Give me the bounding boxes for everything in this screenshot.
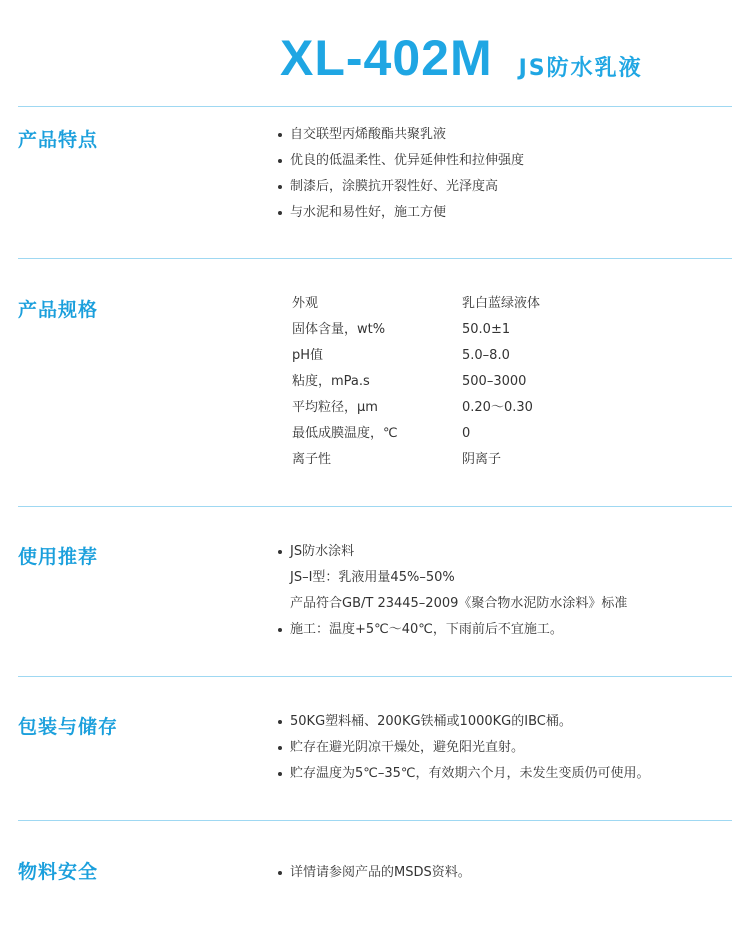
product-name: JS防水乳液 — [518, 56, 643, 81]
storage-list — [278, 709, 650, 787]
title-row — [280, 30, 643, 90]
spec-value: 500–3000 — [462, 374, 527, 389]
spec-value: 5.0–8.0 — [462, 348, 510, 363]
list-item: 详情请参阅产品的MSDS资料。 — [278, 860, 471, 886]
divider-usage — [18, 676, 732, 677]
list-item: 贮存温度为5℃–35℃，有效期六个月，未发生变质仍可使用。 — [278, 761, 650, 787]
list-item: 产品符合GB/T 23445–2009《聚合物水泥防水涂料》标准 — [290, 596, 628, 611]
list-item: 贮存在避光阴凉干燥处，避免阳光直射。 — [278, 735, 650, 761]
spec-label: 外观 — [292, 296, 319, 311]
list-item: 优良的低温柔性、优异延伸性和拉伸强度 — [278, 148, 524, 174]
list-item: JS–I型：乳液用量45%–50% — [290, 570, 455, 585]
specs-table — [292, 291, 540, 473]
table-row — [292, 395, 540, 421]
table-row — [292, 421, 540, 447]
spec-value: 0 — [462, 426, 471, 441]
divider-specs — [18, 506, 732, 507]
table-row — [292, 317, 540, 343]
divider-top — [18, 106, 732, 107]
spec-value: 50.0±1 — [462, 322, 511, 337]
list-item: 50KG塑料桶、200KG铁桶或1000KG的IBC桶。 — [278, 709, 650, 735]
safety-list — [278, 860, 471, 886]
specs-heading: 产品规格 — [18, 299, 99, 321]
spec-value: 阴离子 — [462, 452, 502, 467]
product-code: XL-402M — [280, 30, 493, 86]
divider-storage — [18, 820, 732, 821]
spec-value: 0.20～0.30 — [462, 400, 533, 415]
storage-heading: 包装与储存 — [18, 716, 119, 738]
spec-label: pH值 — [292, 348, 324, 363]
spec-label: 固体含量，wt% — [292, 322, 386, 337]
divider-features — [18, 258, 732, 259]
table-row — [292, 369, 540, 395]
table-row — [292, 291, 540, 317]
features-list — [278, 122, 524, 226]
usage-heading: 使用推荐 — [18, 546, 99, 568]
list-item: JS防水涂料 — [278, 539, 627, 565]
spec-label: 平均粒径，μm — [292, 400, 378, 415]
usage-list — [278, 539, 627, 643]
list-item: 制漆后，涂膜抗开裂性好、光泽度高 — [278, 174, 524, 200]
features-heading: 产品特点 — [18, 129, 99, 151]
list-item: 施工：温度+5℃～40℃，下雨前后不宜施工。 — [278, 617, 627, 643]
spec-label: 离子性 — [292, 452, 332, 467]
list-item: 与水泥和易性好，施工方便 — [278, 200, 524, 226]
safety-heading: 物料安全 — [18, 861, 99, 883]
list-item: 自交联型丙烯酸酯共聚乳液 — [278, 122, 524, 148]
spec-value: 乳白蓝绿液体 — [462, 296, 541, 311]
table-row — [292, 447, 540, 473]
spec-label: 最低成膜温度，℃ — [292, 426, 398, 441]
spec-label: 粘度，mPa.s — [292, 374, 370, 389]
table-row — [292, 343, 540, 369]
